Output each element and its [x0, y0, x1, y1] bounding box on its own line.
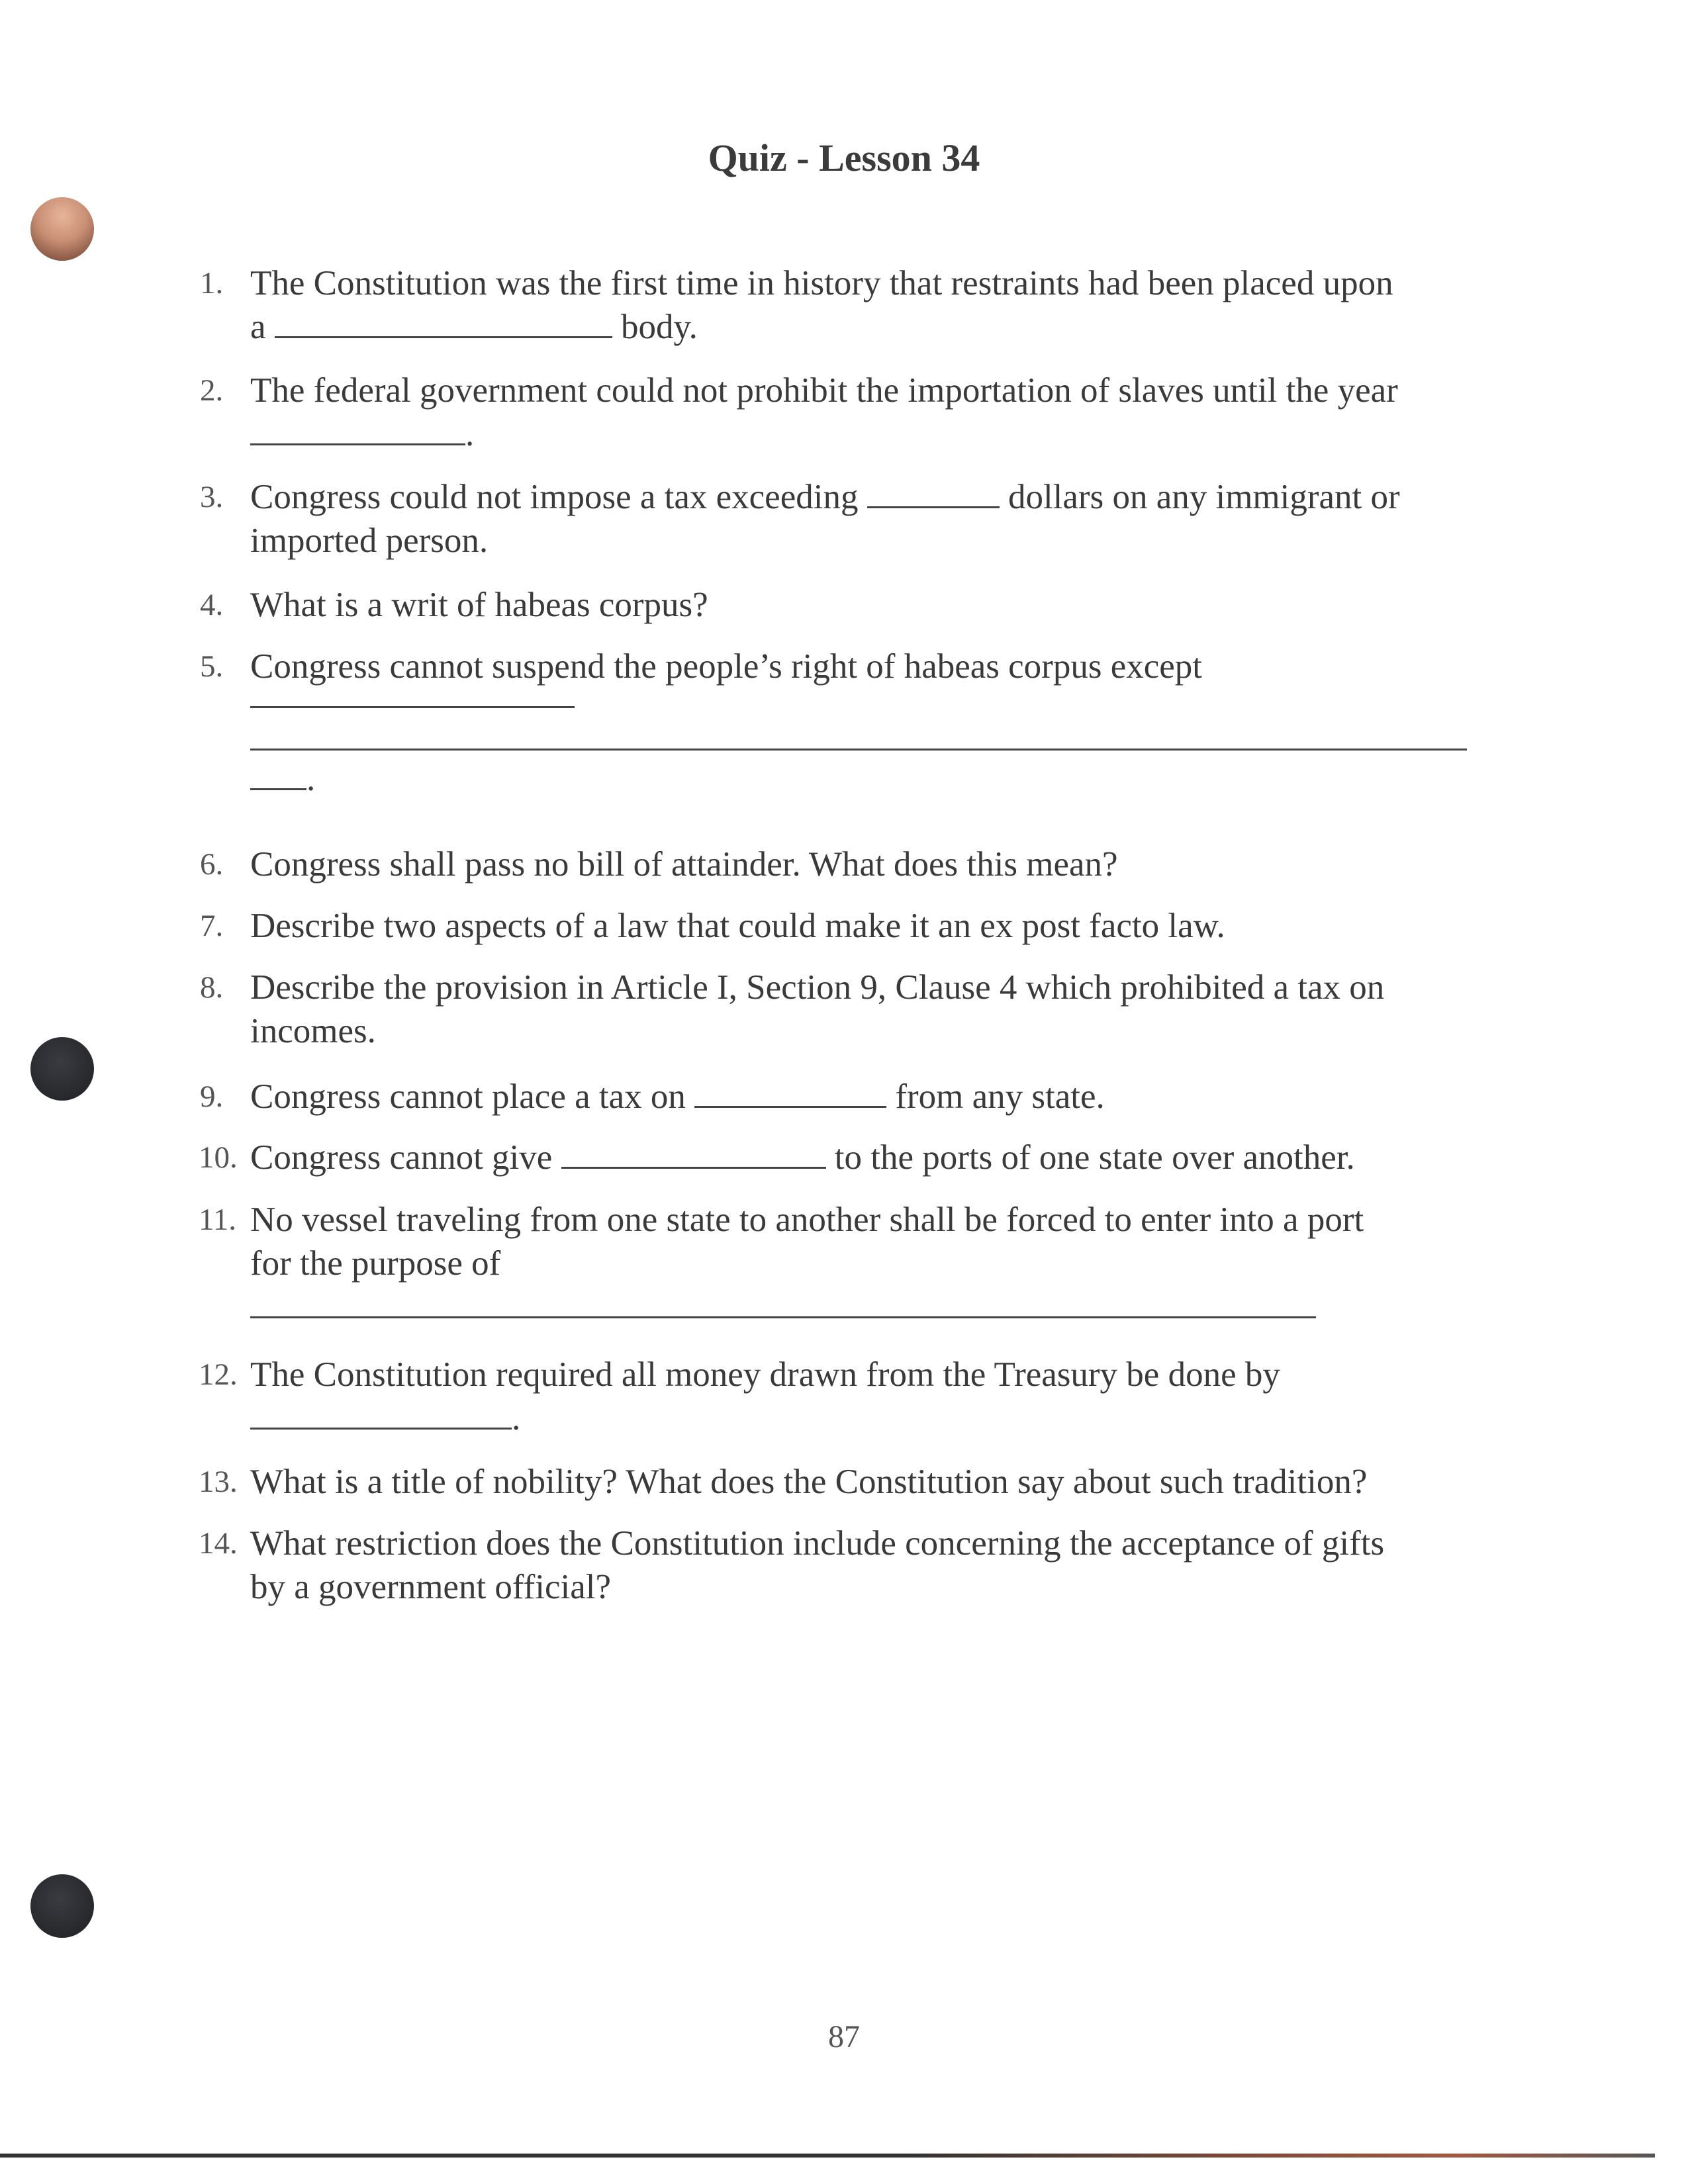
quiz-page: Quiz - Lesson 34 1. The Constitution was the first time in history that restraints had been placed upon a body. 2. The federal government could not prohibit the importation of slaves until the year . 3. Congress could not impose a tax exceeding dollars on any immigrant or imported person. 4. What is a writ of habeas corpus? 5. Congress cannot suspend the people’s right of habeas corpus except . 6. Congress shall pass no bill of attainder. What does this mean? 7. Describe two aspects of a law that could make it an ex post facto law. 8. Describe the provision in Article I, Section 9, Clause 4 which prohibited a tax on incomes. 9. Congress cannot place a tax on from any state. 10. Congress cannot give to the ports of one state over another. 11. No vessel traveling from one state to another shall be forced to enter into a port for the purpose of 12. The Constitution required all money drawn from the Treasury be done by . 13. What is a title of nobility? What does the Constitution say about such tradition? 14. What restriction does the Constitution include concerning the acceptance of gifts by a government official? 87 [0, 0, 1688, 2184]
question-text: imported person. [250, 522, 489, 560]
question-text: The Constitution required all money drawn from the Treasury be done by [250, 1355, 1280, 1394]
answer-blank[interactable] [250, 721, 1467, 751]
question-text: for the purpose of [250, 1244, 501, 1283]
question-text: Describe two aspects of a law that could make it an ex post facto law. [250, 907, 1225, 945]
answer-blank[interactable] [867, 478, 1000, 508]
answer-blank[interactable] [694, 1078, 886, 1108]
answer-blank[interactable] [250, 1400, 512, 1430]
answer-blank[interactable] [250, 760, 306, 790]
bottom-rule [0, 2154, 1655, 2158]
page-number: 87 [828, 2019, 860, 2054]
question-text: The Constitution was the first time in history that restraints had been placed upon [250, 264, 1393, 302]
question-text: Congress shall pass no bill of attainder. What does this mean? [250, 845, 1118, 884]
question-text: Describe the provision in Article I, Section 9, Clause 4 which prohibited a tax on [250, 968, 1385, 1007]
answer-blank[interactable] [250, 416, 465, 445]
binder-hole-middle [30, 1037, 94, 1101]
question-text: What is a writ of habeas corpus? [250, 586, 708, 624]
question-text: The federal government could not prohibit the importation of slaves until the year [250, 371, 1398, 410]
answer-blank[interactable] [275, 308, 612, 338]
question-text: What restriction does the Constitution include concerning the acceptance of gifts [250, 1524, 1385, 1563]
answer-blank[interactable] [250, 678, 575, 708]
page-title: Quiz - Lesson 34 [708, 136, 980, 179]
answer-blank[interactable] [250, 1289, 1316, 1318]
question-text: Congress cannot suspend the people’s right of habeas corpus except [250, 647, 1202, 686]
answer-blank[interactable] [561, 1139, 826, 1169]
binder-hole-bottom [30, 1874, 94, 1938]
binder-hole-top [30, 197, 94, 261]
question-text: No vessel traveling from one state to another shall be forced to enter into a port [250, 1201, 1364, 1239]
question-text: incomes. [250, 1012, 376, 1050]
question-text: by a government official? [250, 1568, 612, 1606]
question-text: What is a title of nobility? What does the Constitution say about such tradition? [250, 1463, 1368, 1501]
